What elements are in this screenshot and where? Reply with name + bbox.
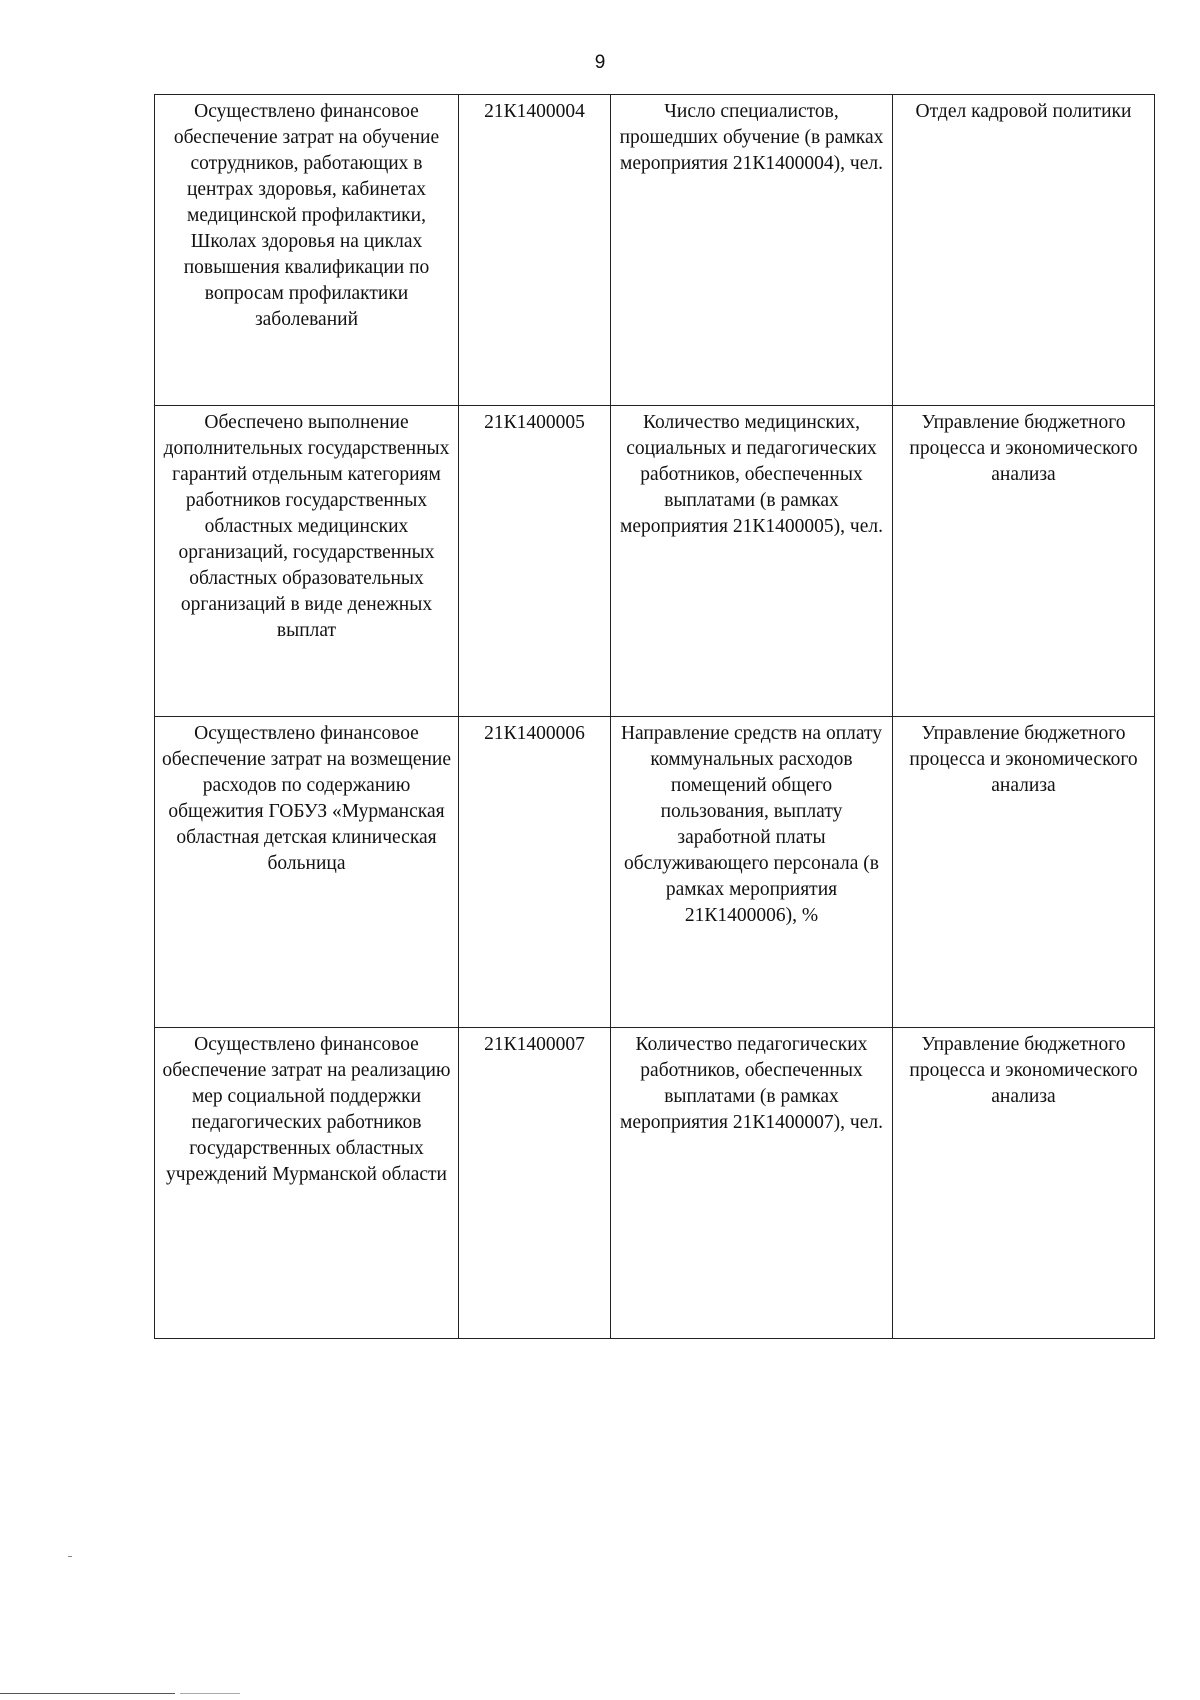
indicator-cell: Количество педагогических работников, обеспеченных выплатами (в рамках мероприятия 21К1400007), чел. bbox=[611, 1028, 893, 1339]
indicator-cell: Направление средств на оплату коммунальных расходов помещений общего пользования, выплату заработной платы обслуживающего персонала (в рамках мероприятия 21К1400006), % bbox=[611, 717, 893, 1028]
table-row bbox=[155, 95, 1155, 406]
responsible-cell: Отдел кадровой политики bbox=[893, 95, 1155, 406]
code-cell: 21К1400006 bbox=[459, 717, 611, 1028]
footer-rule-short bbox=[180, 1693, 240, 1694]
description-cell: Обеспечено выполнение дополнительных государственных гарантий отдельным категориям работников государственных областных медицинских организаций, государственных областных образовательных организаций в виде денежных выплат bbox=[155, 406, 459, 717]
measures-table bbox=[154, 94, 1155, 1339]
margin-mark bbox=[68, 1556, 72, 1557]
footer-rule bbox=[0, 1693, 175, 1694]
code-cell: 21К1400004 bbox=[459, 95, 611, 406]
responsible-cell: Управление бюджетного процесса и экономического анализа bbox=[893, 406, 1155, 717]
table-row bbox=[155, 717, 1155, 1028]
description-cell: Осуществлено финансовое обеспечение затрат на реализацию мер социальной поддержки педагогических работников государственных областных учреждений Мурманской области bbox=[155, 1028, 459, 1339]
responsible-cell: Управление бюджетного процесса и экономического анализа bbox=[893, 1028, 1155, 1339]
code-cell: 21К1400007 bbox=[459, 1028, 611, 1339]
code-cell: 21К1400005 bbox=[459, 406, 611, 717]
indicator-cell: Число специалистов, прошедших обучение (в рамках мероприятия 21К1400004), чел. bbox=[611, 95, 893, 406]
table-row bbox=[155, 406, 1155, 717]
page-number: 9 bbox=[594, 52, 606, 73]
responsible-cell: Управление бюджетного процесса и экономического анализа bbox=[893, 717, 1155, 1028]
description-cell: Осуществлено финансовое обеспечение затрат на обучение сотрудников, работающих в центрах здоровья, кабинетах медицинской профилактики, Школах здоровья на циклах повышения квалификации по вопросам профилактики заболеваний bbox=[155, 95, 459, 406]
description-cell: Осуществлено финансовое обеспечение затрат на возмещение расходов по содержанию общежития ГОБУЗ «Мурманская областная детская клиническая больница bbox=[155, 717, 459, 1028]
table-row bbox=[155, 1028, 1155, 1339]
indicator-cell: Количество медицинских, социальных и педагогических работников, обеспеченных выплатами (в рамках мероприятия 21К1400005), чел. bbox=[611, 406, 893, 717]
